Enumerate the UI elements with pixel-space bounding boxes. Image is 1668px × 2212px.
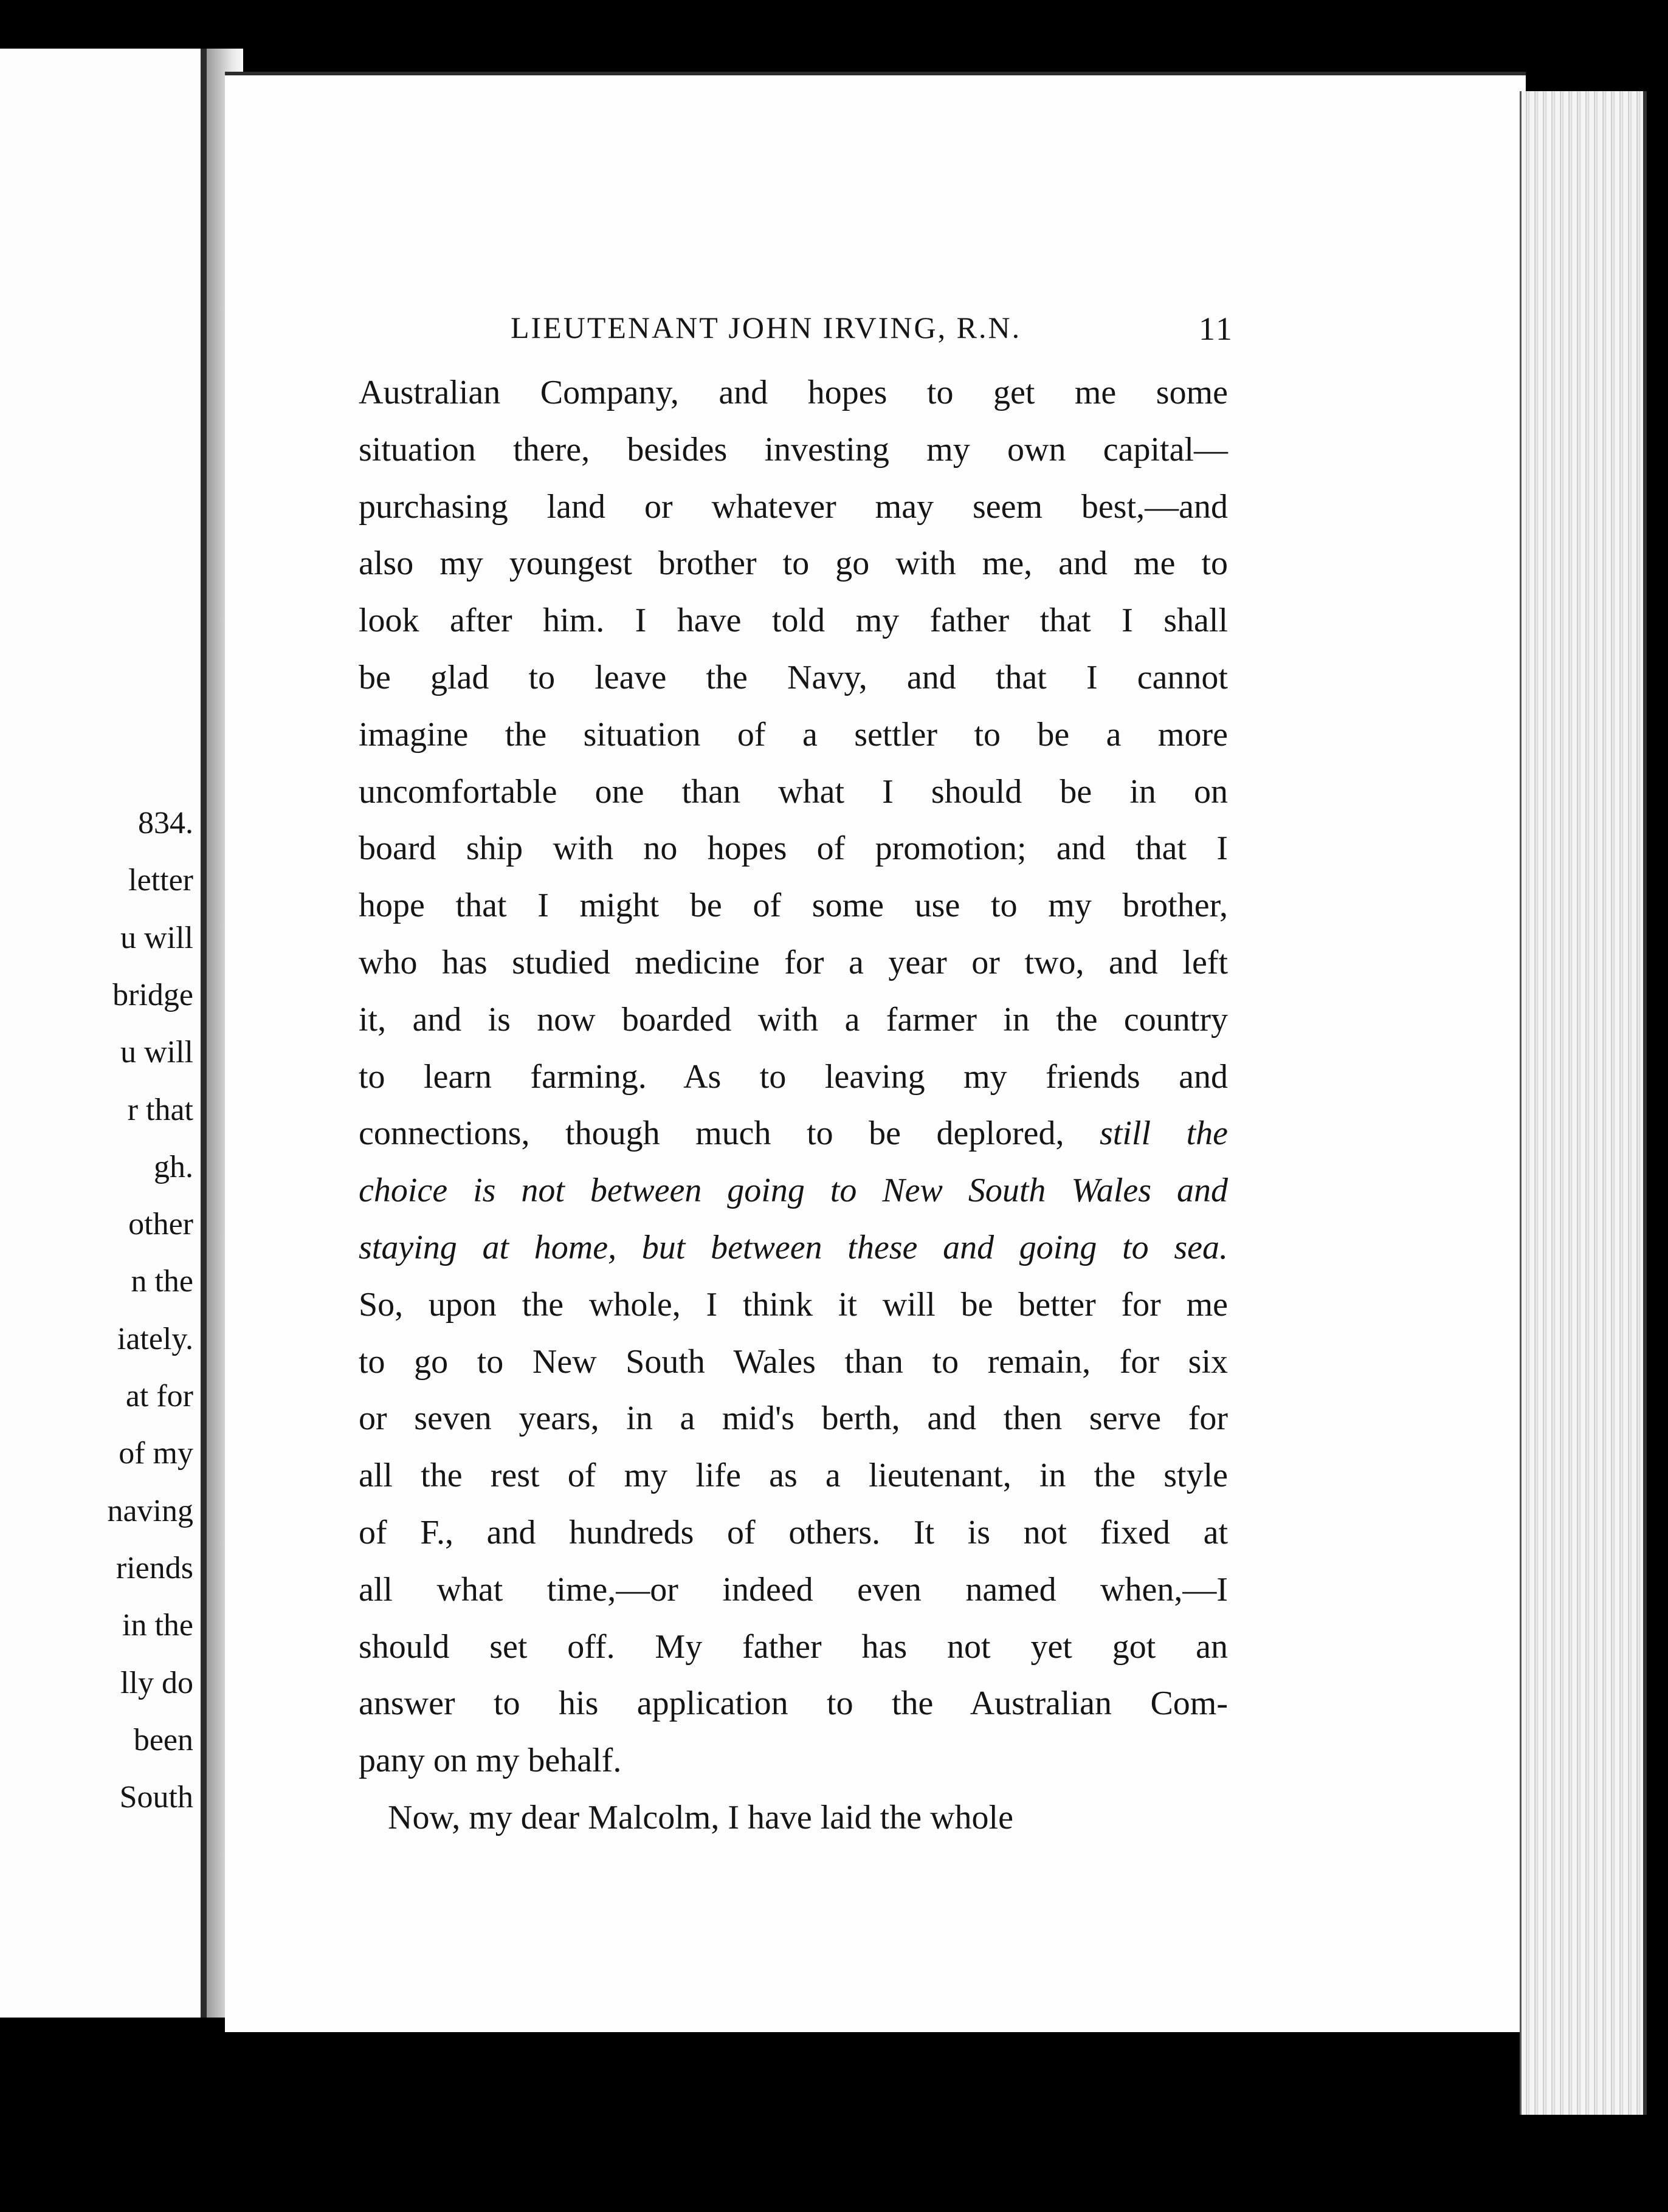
facing-page-line: iately. — [117, 1321, 193, 1356]
text-line — [359, 365, 1228, 422]
page-edges — [1520, 91, 1647, 2115]
page-number: 11 — [1199, 311, 1234, 347]
text-segment: hope that I might be of some use to my brother, — [359, 887, 1228, 925]
text-segment: who has studied medicine for a year or two, and left — [359, 943, 1228, 981]
text-segment: pany on my behalf. — [359, 1742, 622, 1780]
text-segment: board ship with no hopes of promotion; and that I — [359, 829, 1228, 868]
text-segment: it, and is now boarded with a farmer in the country — [359, 1000, 1228, 1039]
facing-page-line: n the — [131, 1264, 193, 1299]
facing-page-line: lly do — [120, 1665, 193, 1700]
text-segment: of F., and hundreds of others. It is not fixed at — [359, 1513, 1228, 1551]
text-line — [359, 820, 1228, 878]
facing-page-line: been — [133, 1722, 193, 1757]
text-segment: situation there, besides investing my own capital— — [359, 430, 1228, 469]
italic-text: choice is not between going to New South Wales and — [359, 1172, 1228, 1210]
running-header — [511, 310, 1234, 365]
text-segment: imagine the situation of a settler to be a more — [359, 715, 1228, 754]
text-segment: answer to his application to the Australian Com- — [359, 1685, 1228, 1723]
text-line — [359, 707, 1228, 764]
text-line — [359, 1790, 1228, 1847]
text-line — [359, 1619, 1228, 1676]
text-line — [359, 1733, 1228, 1790]
text-segment: to go to New South Wales than to remain, for six — [359, 1342, 1228, 1381]
italic-text: still the — [1100, 1115, 1228, 1153]
text-segment: all what time,—or indeed even named when,—I — [359, 1570, 1228, 1609]
text-segment: to learn farming. As to leaving my friends and — [359, 1057, 1228, 1096]
text-line — [359, 1277, 1228, 1334]
facing-page-line: letter — [128, 863, 193, 898]
facing-page-line: of my — [119, 1436, 193, 1471]
text-segment: purchasing land or whatever may seem best,—and — [359, 487, 1228, 526]
facing-page-line: naving — [107, 1493, 193, 1528]
text-line — [359, 422, 1228, 479]
text-line — [359, 592, 1228, 650]
text-line — [359, 1105, 1228, 1163]
facing-page-line: r that — [127, 1092, 193, 1127]
text-line — [359, 1448, 1228, 1505]
text-segment: or seven years, in a mid's berth, and then serve for — [359, 1400, 1228, 1438]
text-line — [359, 1505, 1228, 1562]
text-segment: look after him. I have told my father that I shall — [359, 602, 1228, 640]
text-segment: should set off. My father has not yet got an — [359, 1627, 1228, 1666]
text-line — [359, 764, 1228, 821]
text-segment: Australian Company, and hopes to get me some — [359, 374, 1228, 411]
text-line — [359, 1049, 1228, 1106]
facing-page-line: u will — [120, 920, 193, 955]
text-line — [359, 1220, 1228, 1277]
facing-page-line: 834. — [138, 806, 193, 840]
text-line — [359, 1163, 1228, 1220]
body-text — [359, 365, 1228, 1847]
text-line — [359, 935, 1228, 992]
text-line — [359, 535, 1228, 592]
text-line — [359, 1334, 1228, 1391]
text-line — [359, 1562, 1228, 1619]
running-title: LIEUTENANT JOHN IRVING, R.N. — [511, 311, 1022, 345]
facing-page-line: bridge — [112, 977, 193, 1012]
text-segment: be glad to leave the Navy, and that I cannot — [359, 658, 1228, 696]
text-segment: all the rest of my life as a lieutenant, in the style — [359, 1457, 1228, 1495]
text-segment: So, upon the whole, I think it will be better for me — [359, 1285, 1228, 1324]
facing-page-fragment — [0, 49, 207, 2018]
facing-page-line: at for — [125, 1379, 193, 1413]
text-line — [359, 878, 1228, 935]
text-segment: Now, my dear Malcolm, I have laid the whole — [388, 1798, 1013, 1836]
facing-page-line: u will — [120, 1035, 193, 1070]
text-line — [359, 1390, 1228, 1448]
text-segment: also my youngest brother to go with me, and me to — [359, 544, 1228, 583]
text-line — [359, 479, 1228, 536]
facing-page-line: riends — [115, 1550, 193, 1585]
text-line — [359, 650, 1228, 707]
facing-page-line: other — [128, 1207, 193, 1242]
italic-text: staying at home, but between these and going to sea. — [359, 1228, 1228, 1266]
facing-page-line: South — [119, 1780, 193, 1815]
text-line — [359, 992, 1228, 1049]
facing-page-line: gh. — [154, 1149, 193, 1184]
text-segment: connections, though much to be deplored, — [359, 1115, 1100, 1153]
text-segment: uncomfortable one than what I should be in on — [359, 772, 1228, 811]
facing-page-line: in the — [122, 1608, 193, 1643]
text-line — [359, 1675, 1228, 1733]
